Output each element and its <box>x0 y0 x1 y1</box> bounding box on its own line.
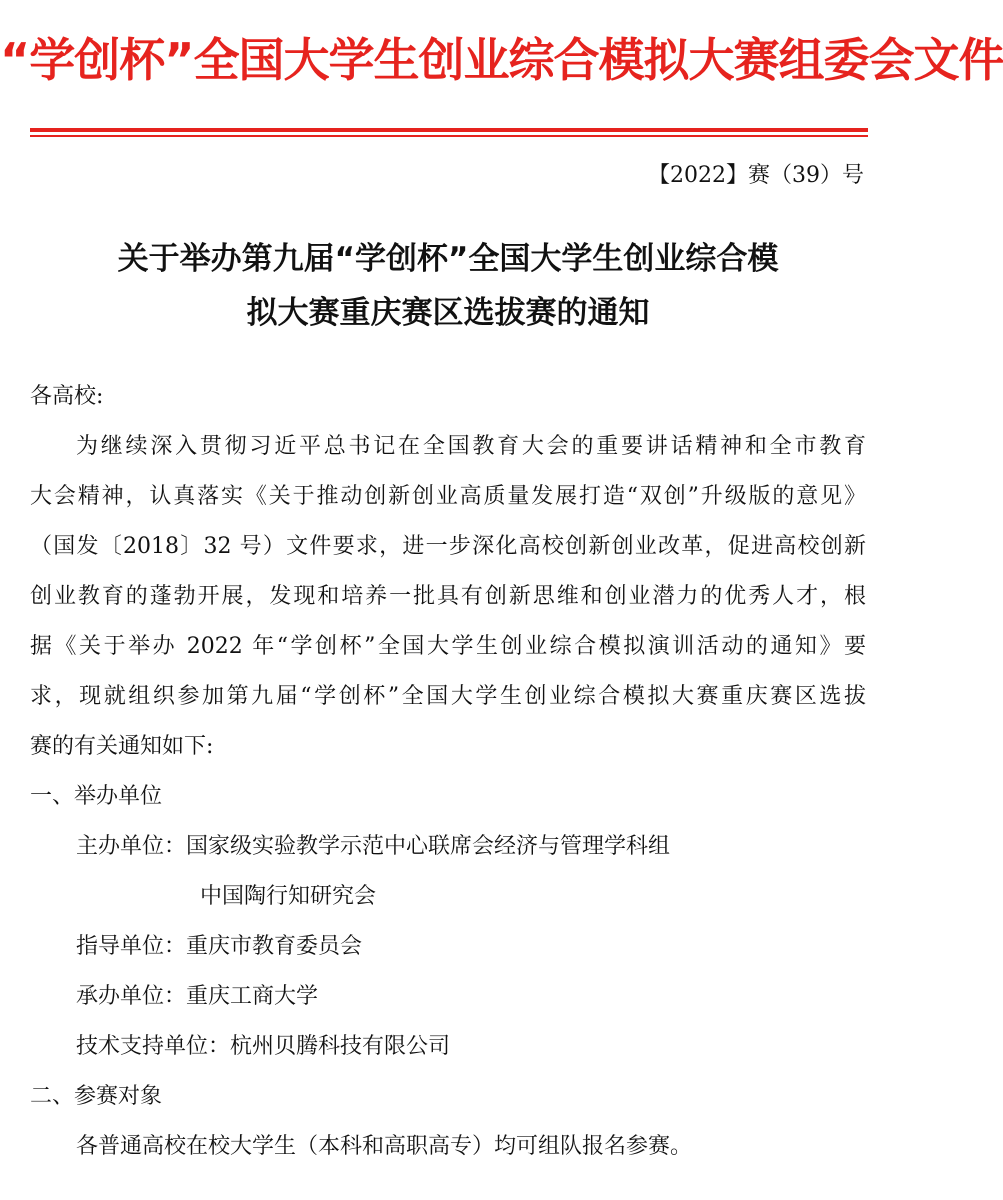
notice-body <box>30 372 866 1172</box>
paragraph-line: 赛的有关通知如下: <box>30 734 214 759</box>
document-number: 【2022】赛（39）号 <box>648 163 864 188</box>
tech-support-line: 技术支持单位：杭州贝腾科技有限公司 <box>76 1034 451 1059</box>
guide-unit-line: 指导单位：重庆市教育委员会 <box>76 934 363 959</box>
paragraph-line: 为继续深入贯彻习近平总书记在全国教育大会的重要讲话精神和全市教育 <box>76 434 866 459</box>
paragraph-line: 创业教育的蓬勃开展，发现和培养一批具有创新思维和创业潜力的优秀人才，根 <box>30 584 866 609</box>
host-unit-line: 承办单位：重庆工商大学 <box>76 984 319 1009</box>
header-divider-thin <box>30 135 868 137</box>
paragraph-line: 大会精神，认真落实《关于推动创新创业高质量发展打造“双创”升级版的意见》 <box>30 484 866 509</box>
intro-paragraph <box>30 422 866 772</box>
organizer-line: 主办单位：国家级实验教学示范中心联席会经济与管理学科组 <box>76 834 671 859</box>
paragraph-line: 据《关于举办 2022 年“学创杯”全国大学生创业综合模拟演训活动的通知》要 <box>30 634 866 659</box>
salutation: 各高校: <box>30 384 104 409</box>
participants-line: 各普通高校在校大学生（本科和高职高专）均可组队报名参赛。 <box>76 1134 693 1159</box>
header-divider-thick <box>30 128 868 132</box>
paragraph-line: （国发〔2018〕32 号）文件要求，进一步深化高校创新创业改革，促进高校创新 <box>30 534 866 559</box>
issuer-header-title: “学创杯”全国大学生创业综合模拟大赛组委会文件 <box>0 33 1003 87</box>
notice-title-line-1: 关于举办第九届“学创杯”全国大学生创业综合模 <box>117 241 779 277</box>
section-1-heading: 一、举办单位 <box>30 784 163 809</box>
notice-title-line-2: 拟大赛重庆赛区选拔赛的通知 <box>246 295 650 331</box>
section-2-heading: 二、参赛对象 <box>30 1084 163 1109</box>
organizer-line-2: 中国陶行知研究会 <box>200 884 377 909</box>
notice-title <box>20 232 876 340</box>
paragraph-line: 求，现就组织参加第九届“学创杯”全国大学生创业综合模拟大赛重庆赛区选拔 <box>30 684 866 709</box>
